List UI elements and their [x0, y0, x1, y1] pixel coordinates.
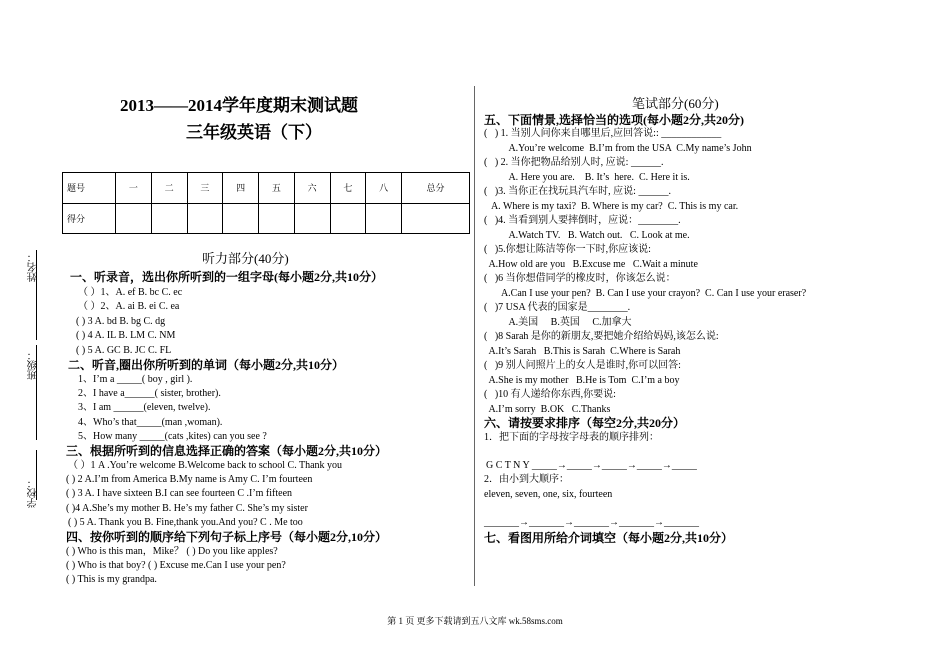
list-item: A. Here you are. B. It’s here. C. Here it is. — [484, 172, 690, 183]
table-cell: 得分 — [63, 203, 116, 234]
table-cell: 二 — [151, 173, 187, 204]
list-item: 1、I’m a _____( boy , girl ). — [78, 374, 193, 385]
table-cell — [259, 203, 295, 234]
table-cell — [223, 203, 259, 234]
list-item: ( ) 4 A. IL B. LM C. NM — [76, 330, 176, 341]
listening-title: 听力部分(40分) — [202, 251, 289, 266]
list-item: A.How old are you B.Excuse me C.Wait a minute — [484, 259, 698, 270]
list-item: ( ) Who is that boy? ( ) Excuse me.Can I use your pen? — [66, 560, 286, 571]
list-item: ( )3. 当你正在找玩具汽车时, 应说: ______. — [484, 186, 671, 197]
table-cell — [330, 203, 366, 234]
list-item: （ ）1、A. ef B. bc C. ec — [78, 287, 183, 298]
written-title: 笔试部分(60分) — [632, 96, 719, 111]
table-cell: 三 — [187, 173, 223, 204]
section-6-letter-line: G C T N Y _____→_____→_____→_____→_____ — [486, 460, 697, 471]
score-table — [62, 172, 470, 234]
list-item: 5、How many _____(cats ,kites) can you see ? — [78, 431, 267, 442]
list-item: ( )4. 当看到别人要摔倒时，应说：________. — [484, 215, 681, 226]
section-4-title: 四、按你听到的顺序给下列句子标上序号（每小题2分,10分） — [66, 530, 388, 544]
table-cell: 四 — [223, 173, 259, 204]
list-item: A.美国 B.英国 C.加拿大 — [484, 317, 632, 328]
list-item: A.Watch TV. B. Watch out. C. Look at me. — [484, 230, 690, 241]
table-cell — [151, 203, 187, 234]
list-item: 3、I am ______(eleven, twelve). — [78, 402, 211, 413]
section-6-question-2: 2．由小到大顺序： — [484, 474, 569, 485]
section-6-title: 六、请按要求排序（每空2分,共20分） — [484, 416, 686, 430]
list-item: ( ) 1. 当别人问你来自哪里后,应回答说:: ____________ — [484, 128, 722, 139]
section-3-title: 三、根据所听到的信息选择正确的答案（每小题2分,共10分） — [66, 444, 388, 458]
side-school-label: 学校： — [28, 478, 39, 508]
page-footer: 第 1 页 更多下载请到五八文库 wk.58sms.com — [387, 616, 563, 626]
list-item: ( ) 3 A. bd B. bg C. dg — [76, 316, 166, 327]
list-item: ( )6 当你想借同学的橡皮时，你该怎么说： — [484, 273, 676, 284]
column-divider — [474, 86, 475, 586]
list-item: （ ）1 A .You’re welcome B.Welcome back to school C. Thank you — [68, 460, 343, 471]
table-cell: 总分 — [402, 173, 470, 204]
score-table-score-row — [63, 203, 470, 234]
table-cell — [116, 203, 152, 234]
table-cell — [294, 203, 330, 234]
section-2-title: 二、听音,圈出你所听到的单词（每小题2分,共10分） — [68, 358, 345, 372]
list-item: ( )8 Sarah 是你的新朋友,要把她介绍给妈妈,该怎么说: — [484, 331, 719, 342]
list-item: ( )5.你想让陈洁等你一下时,你应该说: — [484, 244, 651, 255]
section-1-title: 一、听录音，选出你所听到的一组字母(每小题2分,共10分） — [70, 270, 383, 284]
list-item: 4、Who’s that_____(man ,woman). — [78, 417, 223, 428]
side-class-label: 班级： — [28, 350, 39, 380]
list-item: A.She is my mother B.He is Tom C.I’m a boy — [484, 375, 680, 386]
section-6-words: eleven, seven, one, six, fourteen — [484, 489, 613, 500]
table-cell: 七 — [330, 173, 366, 204]
table-cell — [402, 203, 470, 234]
list-item: A.It’s Sarah B.This is Sarah C.Where is Sarah — [484, 346, 681, 357]
list-item: ( ) 5 A. GC B. JC C. FL — [76, 345, 172, 356]
list-item: ( ) 2. 当你把物品给别人时, 应说: ______. — [484, 157, 664, 168]
list-item: ( )7 USA 代表的国家是________. — [484, 302, 631, 313]
table-cell — [187, 203, 223, 234]
table-cell: 题号 — [63, 173, 116, 204]
list-item: A.I’m sorry B.OK C.Thanks — [484, 404, 611, 415]
list-item: A.You’re welcome B.I’m from the USA C.My name’s John — [484, 143, 752, 154]
side-name-label: 姓名： — [28, 252, 39, 282]
section-6-question-1: 1．把下面的字母按字母表的顺序排列： — [484, 432, 659, 443]
list-item: ( ) Who is this man，Mike？ ( ) Do you like apples? — [66, 546, 278, 557]
list-item: A. Where is my taxi? B. Where is my car? C. This is my car. — [484, 201, 739, 212]
list-item: ( ) This is my grandpa. — [66, 574, 157, 585]
list-item: A.Can I use your pen? B. Can I use your crayon? C. Can I use your eraser? — [484, 288, 807, 299]
table-cell: 六 — [294, 173, 330, 204]
list-item: ( ) 3 A. I have sixteen B.I can see fourteen C .I’m fifteen — [66, 488, 293, 499]
list-item: ( ) 2 A.I’m from America B.My name is Amy C. I’m fourteen — [66, 474, 313, 485]
section-6-number-line: _______→_______→_______→_______→_______ — [484, 517, 699, 528]
exam-subtitle: 三年级英语（下） — [186, 123, 322, 142]
table-cell: 八 — [366, 173, 402, 204]
section-7-title: 七、看图用所给介词填空（每小题2分,共10分） — [484, 531, 734, 545]
table-cell: 五 — [259, 173, 295, 204]
exam-title: 2013——2014学年度期末测试题 — [120, 96, 358, 115]
table-cell — [366, 203, 402, 234]
table-cell: 一 — [116, 173, 152, 204]
list-item: ( ) 5 A. Thank you B. Fine,thank you.And you? C . Me too — [68, 517, 303, 528]
list-item: ( )9 别人问照片上的女人是谁时,你可以回答: — [484, 360, 681, 371]
list-item: ( )10 有人递给你东西,你要说: — [484, 389, 616, 400]
score-table-header-row — [63, 173, 470, 204]
list-item: 2、I have a______( sister, brother). — [78, 388, 221, 399]
section-5-title: 五、下面情景,选择恰当的选项(每小题2分,共20分) — [484, 113, 744, 127]
list-item: （ ）2、A. ai B. ei C. ea — [78, 301, 180, 312]
list-item: ( )4 A.She’s my mother B. He’s my father C. She’s my sister — [66, 503, 308, 514]
